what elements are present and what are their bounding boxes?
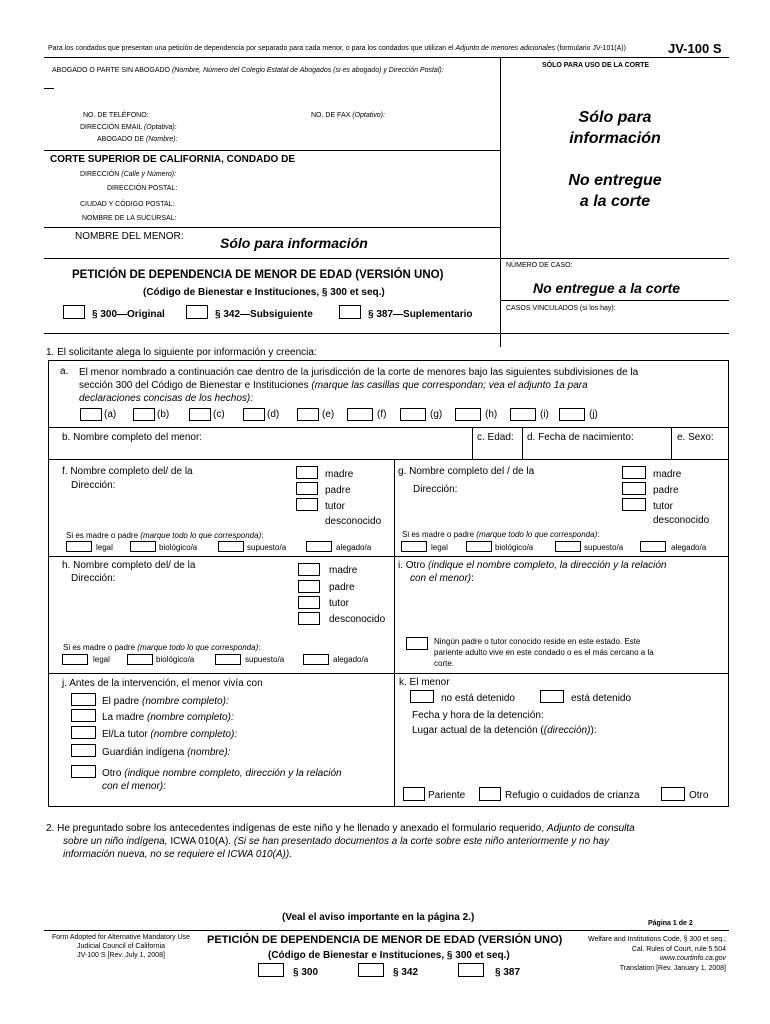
- original-label: § 300—Original: [92, 309, 165, 320]
- f-alleged-label: alegado/a: [336, 543, 372, 552]
- shelter-checkbox[interactable]: [479, 787, 501, 801]
- item2-line1: 2. He preguntado sobre los antecedentes indígenas de este niño y he llenado y anexado el formulario requerido,: [46, 823, 545, 834]
- g-unknown-label: desconocido: [653, 515, 710, 526]
- lived-indian-custodian-text: Guardián indígena: [102, 747, 185, 758]
- important-notice: (Veal el aviso importante en la página 2.): [282, 912, 475, 923]
- footer-342-checkbox[interactable]: [358, 963, 384, 977]
- item-a-line2: sección 300 del Código de Bienestar e Instituciones: [79, 380, 309, 391]
- adopted-line1: Form Adopted for Alternative Mandatory Use: [51, 934, 191, 941]
- detained-checkbox[interactable]: [540, 690, 564, 703]
- item-a-text: [79, 366, 638, 405]
- subdivision-a-label: (a): [104, 409, 117, 420]
- city-label: CIUDAD Y CÓDIGO POSTAL:: [80, 201, 175, 208]
- court-use-label: SÓLO PARA USO DE LA CORTE: [542, 62, 650, 69]
- info-only-line1: Sólo para: [578, 109, 652, 126]
- supplemental-label: § 387—Suplementario: [368, 309, 473, 320]
- reference-line4: Translation [Rev. January 1, 2008]: [619, 964, 726, 972]
- item2-line2: ICWA 010(A).: [170, 836, 232, 847]
- case-number-label: NÚMERO DE CASO:: [506, 262, 573, 269]
- subdivision-j-checkbox[interactable]: [559, 408, 585, 421]
- subsequent-checkbox[interactable]: [186, 305, 208, 319]
- mailing-label: DIRECCIÓN POSTAL:: [107, 185, 178, 192]
- lived-guardian-label: [102, 729, 237, 740]
- info-only-line2: información: [569, 130, 661, 147]
- shelter-label: Refugio o cuidados de crianza: [505, 790, 640, 801]
- attorney-hint: (Nombre, Número del Colegio Estatal de Abogados (si es abogado) y Dirección Postal):: [171, 67, 444, 74]
- footer-342-label: § 342: [393, 967, 419, 978]
- lived-other-checkbox[interactable]: [71, 765, 96, 778]
- f-bio-label: biológico/a: [159, 543, 198, 552]
- item2-line3: información nueva, no se requiere el ICWA 010(A)).: [63, 849, 292, 860]
- h-padre-label: padre: [329, 582, 355, 593]
- detention-location-label: Lugar actual de la detención ((dirección)):: [412, 725, 597, 736]
- f-parent-note-italic: (marque todo lo que corresponda): [140, 531, 262, 540]
- no-parent-text: [434, 636, 654, 669]
- no-parent-line3: corte.: [434, 659, 455, 668]
- subdivision-f-checkbox[interactable]: [347, 408, 373, 421]
- g-parent-note: Si es madre o padre (marque todo lo que corresponda):: [402, 530, 600, 539]
- adopted-block: [44, 933, 198, 960]
- f-tutor-checkbox[interactable]: [296, 498, 318, 511]
- attorney-for-label: [97, 136, 178, 143]
- h-parent-note: Si es madre o padre (marque todo lo que corresponda):: [63, 643, 261, 652]
- footer-title: PETICIÓN DE DEPENDENCIA DE MENOR DE EDAD (VERSIÓN UNO): [207, 934, 563, 946]
- footer-300-checkbox[interactable]: [258, 963, 284, 977]
- subdivision-e-checkbox[interactable]: [297, 408, 319, 421]
- adopted-line3: JV-100 S [Rev. July 1, 2008]: [77, 952, 165, 959]
- g-presumed-label: supuesto/a: [584, 543, 624, 552]
- street-hint: (Calle y Número):: [121, 171, 177, 178]
- no-parent-line2: pariente adulto vive en este condado o es el más cercano a la: [434, 648, 654, 657]
- g-legal-label: legal: [431, 543, 448, 552]
- f-legal-label: legal: [96, 543, 113, 552]
- adopted-line2: Judicial Council of California: [77, 943, 165, 950]
- lived-mother-label: [102, 712, 234, 723]
- g-parent-note-italic: (marque todo lo que corresponda): [476, 530, 598, 539]
- email-hint: (Optativa):: [143, 124, 177, 131]
- item1-intro: 1. El solicitante alega lo siguiente por información y creencia:: [46, 347, 317, 358]
- lived-mother-checkbox[interactable]: [71, 709, 96, 722]
- item2-line2-italic-b: (Si se han presentado documentos a la corte sobre este niño anteriormente y no hay: [233, 836, 610, 847]
- item-a-line2-italic: (marque las casillas que correspondan; vea el adjunto 1a para: [311, 380, 588, 391]
- f-legal-checkbox[interactable]: [66, 541, 92, 552]
- detention-location-text: Lugar actual de la detención: [412, 725, 538, 736]
- f-madre-label: madre: [325, 469, 354, 480]
- detention-datetime-label: Fecha y hora de la detención:: [412, 710, 544, 721]
- sex-label: e. Sexo:: [677, 432, 714, 443]
- subdivision-h-label: (h): [485, 409, 498, 420]
- fax-label-text: NO. DE FAX: [311, 112, 351, 119]
- child-name-label: NOMBRE DEL MENOR:: [75, 231, 184, 242]
- supplemental-checkbox[interactable]: [339, 305, 361, 319]
- attorney-label: [52, 67, 444, 74]
- detention-label: k. El menor: [399, 677, 450, 688]
- lived-mother-text: La madre: [102, 712, 145, 723]
- subdivision-d-label: (d): [267, 409, 280, 420]
- lived-indian-custodian-label: [102, 747, 230, 758]
- lived-father-checkbox[interactable]: [71, 693, 96, 706]
- subdivision-e-label: (e): [322, 409, 335, 420]
- linked-cases-label: CASOS VINCULADOS (si los hay):: [506, 305, 616, 312]
- item-a-line3: declaraciones concisas de los hechos):: [79, 393, 253, 404]
- f-parent-note-text: Si es madre o padre: [66, 531, 139, 540]
- g-presumed-checkbox[interactable]: [555, 541, 581, 552]
- h-parent-note-italic: (marque todo lo que corresponda): [137, 643, 259, 652]
- reference-website[interactable]: www.courtinfo.ca.gov: [659, 955, 726, 962]
- g-tutor-label: tutor: [653, 501, 674, 512]
- subdivision-a-checkbox[interactable]: [80, 408, 102, 421]
- reference-line1: Welfare and Institutions Code, § 300 et seq.;: [587, 936, 726, 943]
- subdivision-c-label: (c): [213, 409, 225, 420]
- no-parent-line1: Ningún padre o tutor conocido reside en este estado. Este: [434, 637, 641, 646]
- case-number-value: No entregue a la corte: [533, 280, 681, 296]
- subdivision-c-checkbox[interactable]: [189, 408, 211, 421]
- subdivision-g-label: (g): [430, 409, 443, 420]
- h-madre-label: madre: [329, 565, 358, 576]
- g-padre-label: padre: [653, 485, 679, 496]
- h-legal-label: legal: [93, 655, 110, 664]
- relative-checkbox[interactable]: [403, 787, 425, 801]
- g-legal-checkbox[interactable]: [401, 541, 427, 552]
- no-deliver-line2: a la corte: [579, 193, 651, 210]
- street-label: [80, 171, 176, 178]
- page-number: Página 1 de 2: [648, 920, 693, 927]
- lived-other-text: Otro: [102, 768, 122, 779]
- item-a-num: a.: [60, 366, 69, 377]
- subdivision-f-label: (f): [377, 409, 387, 420]
- lived-other-hint2: con el menor):: [102, 781, 166, 792]
- footer-subtitle: (Código de Bienestar e Instituciones, § 300 et seq.): [268, 950, 510, 961]
- court-title: CORTE SUPERIOR DE CALIFORNIA, CONDADO DE: [50, 154, 296, 165]
- g-alleged-label: alegado/a: [671, 543, 707, 552]
- item2-line2-italic-a: sobre un niño indígena,: [63, 836, 168, 847]
- lived-guardian-text: El/La tutor: [102, 729, 148, 740]
- no-parent-checkbox[interactable]: [406, 637, 428, 650]
- lived-father-hint: (nombre completo):: [142, 696, 229, 707]
- detained-label: está detenido: [571, 693, 632, 704]
- lived-guardian-hint: (nombre completo):: [150, 729, 238, 740]
- parent-h-label: h. Nombre completo del/ de la: [62, 560, 196, 571]
- child-full-name-label: b. Nombre completo del menor:: [62, 432, 203, 443]
- h-tutor-label: tutor: [329, 598, 350, 609]
- subdivision-b-checkbox[interactable]: [133, 408, 155, 421]
- h-tutor-checkbox[interactable]: [298, 596, 320, 609]
- subdivision-h-checkbox[interactable]: [455, 408, 481, 421]
- lived-father-text: El padre: [102, 696, 140, 707]
- parent-g-address: Dirección:: [413, 484, 458, 495]
- footer-387-label: § 387: [495, 967, 521, 978]
- not-detained-label: no está detenido: [441, 693, 515, 704]
- f-presumed-label: supuesto/a: [247, 543, 287, 552]
- other-place-checkbox[interactable]: [661, 787, 685, 801]
- item2-text: [46, 822, 635, 861]
- top-note-italic: Adjunto de menores adicionales: [455, 45, 556, 52]
- g-bio-checkbox[interactable]: [466, 541, 492, 552]
- h-alleged-checkbox[interactable]: [303, 654, 329, 665]
- age-label: c. Edad:: [477, 432, 514, 443]
- lived-other-hint1: (indique nombre completo, dirección y la relación: [124, 768, 342, 779]
- h-presumed-label: supuesto/a: [245, 655, 285, 664]
- h-unknown-checkbox[interactable]: [298, 612, 320, 625]
- footer-387-checkbox[interactable]: [458, 963, 484, 977]
- g-madre-checkbox[interactable]: [622, 466, 646, 479]
- f-padre-label: padre: [325, 485, 351, 496]
- h-madre-checkbox[interactable]: [298, 563, 320, 576]
- other-i-hint1: (indique el nombre completo, la dirección y la relación: [428, 560, 667, 571]
- top-note-end: (formulario JV-101(A)): [557, 45, 626, 52]
- parent-f-label: f. Nombre completo del/ de la: [62, 466, 193, 477]
- g-madre-label: madre: [653, 469, 682, 480]
- h-presumed-checkbox[interactable]: [215, 654, 241, 665]
- phone-label: NO. DE TELÉFONO:: [83, 112, 149, 119]
- fax-hint: (Optativo):: [352, 112, 385, 119]
- f-padre-checkbox[interactable]: [296, 482, 318, 495]
- f-unknown-label: desconocido: [325, 516, 382, 527]
- street-label-text: DIRECCIÓN: [80, 171, 120, 178]
- f-tutor-label: tutor: [325, 501, 346, 512]
- g-padre-checkbox[interactable]: [622, 482, 646, 495]
- original-checkbox[interactable]: [63, 305, 85, 319]
- h-alleged-label: alegado/a: [333, 655, 369, 664]
- subdivision-i-label: (i): [540, 409, 549, 420]
- lived-other-label: [102, 767, 342, 793]
- birthdate-label: d. Fecha de nacimiento:: [527, 432, 634, 443]
- item2-line1-italic: Adjunto de consulta: [546, 823, 635, 834]
- parent-g-label: g. Nombre completo del / de la: [398, 466, 535, 477]
- h-parent-note-text: Si es madre o padre: [63, 643, 136, 652]
- info-only-block: [505, 107, 725, 149]
- parent-h-address: Dirección:: [71, 573, 116, 584]
- petition-subtitle: (Código de Bienestar e Instituciones, § 300 et seq.): [143, 287, 385, 298]
- subdivision-i-checkbox[interactable]: [510, 408, 536, 421]
- parent-f-address: Dirección:: [71, 480, 116, 491]
- f-bio-checkbox[interactable]: [130, 541, 156, 552]
- fax-label: [311, 112, 385, 119]
- attorney-for-text: ABOGADO DE: [97, 136, 145, 143]
- top-note-text: Para los condados que presentan una petición de dependencia por separado para cada menor, o para los condados que utilizan el: [48, 45, 454, 52]
- form-id: JV-100 S: [668, 41, 722, 56]
- subdivision-j-label: (j): [589, 409, 598, 420]
- h-legal-checkbox[interactable]: [62, 654, 88, 665]
- no-deliver-block: [505, 170, 725, 212]
- h-bio-checkbox[interactable]: [127, 654, 153, 665]
- lived-indian-custodian-checkbox[interactable]: [71, 744, 96, 757]
- child-name-value: Sólo para información: [220, 235, 368, 251]
- lived-guardian-checkbox[interactable]: [71, 726, 96, 739]
- no-deliver-line1: No entregue: [568, 172, 662, 189]
- subdivision-g-checkbox[interactable]: [400, 408, 426, 421]
- attorney-label-text: ABOGADO O PARTE SIN ABOGADO: [52, 67, 170, 74]
- subdivision-b-label: (b): [157, 409, 170, 420]
- other-i-label: i. Otro: [398, 560, 426, 571]
- h-unknown-label: desconocido: [329, 614, 386, 625]
- branch-label: NOMBRE DE LA SUCURSAL:: [82, 215, 177, 222]
- relative-label: Pariente: [428, 790, 466, 801]
- attorney-for-hint: (Nombre):: [146, 136, 178, 143]
- f-parent-note: Si es madre o padre (marque todo lo que corresponda):: [66, 531, 264, 540]
- h-bio-label: biológico/a: [156, 655, 195, 664]
- email-label: [80, 124, 177, 131]
- top-note: [48, 45, 626, 52]
- g-parent-note-text: Si es madre o padre: [402, 530, 475, 539]
- footer-300-label: § 300: [293, 967, 319, 978]
- f-alleged-checkbox[interactable]: [306, 541, 332, 552]
- lived-father-label: [102, 696, 229, 707]
- g-tutor-checkbox[interactable]: [622, 498, 646, 511]
- f-presumed-checkbox[interactable]: [218, 541, 244, 552]
- g-bio-label: biológico/a: [495, 543, 534, 552]
- lived-indian-custodian-hint: (nombre):: [187, 747, 231, 758]
- not-detained-checkbox[interactable]: [410, 690, 434, 703]
- f-madre-checkbox[interactable]: [296, 466, 318, 479]
- lived-with-label: j. Antes de la intervención, el menor vivía con: [62, 678, 263, 689]
- subdivision-d-checkbox[interactable]: [243, 408, 265, 421]
- detention-location-hint: (dirección): [543, 725, 591, 736]
- other-i-block: i. Otro (indique el nombre completo, la dirección y la relación con el menor):: [398, 560, 667, 584]
- item-a-line1: El menor nombrado a continuación cae dentro de la jurisdicción de la corte de menores bajo las siguientes subdivisiones de la: [79, 367, 639, 378]
- h-padre-checkbox[interactable]: [298, 580, 320, 593]
- references-block: [560, 935, 726, 973]
- g-alleged-checkbox[interactable]: [640, 541, 666, 552]
- other-i-hint2: con el menor): [410, 573, 472, 584]
- other-place-label: Otro: [689, 790, 709, 801]
- lived-mother-hint: (nombre completo):: [147, 712, 234, 723]
- reference-line2: Cal. Rules of Court, rule 5.504: [631, 945, 726, 953]
- subsequent-label: § 342—Subsiguiente: [215, 309, 313, 320]
- email-label-text: DIRECCIÓN EMAIL: [80, 124, 142, 131]
- petition-title: PETICIÓN DE DEPENDENCIA DE MENOR DE EDAD (VERSIÓN UNO): [72, 269, 444, 281]
